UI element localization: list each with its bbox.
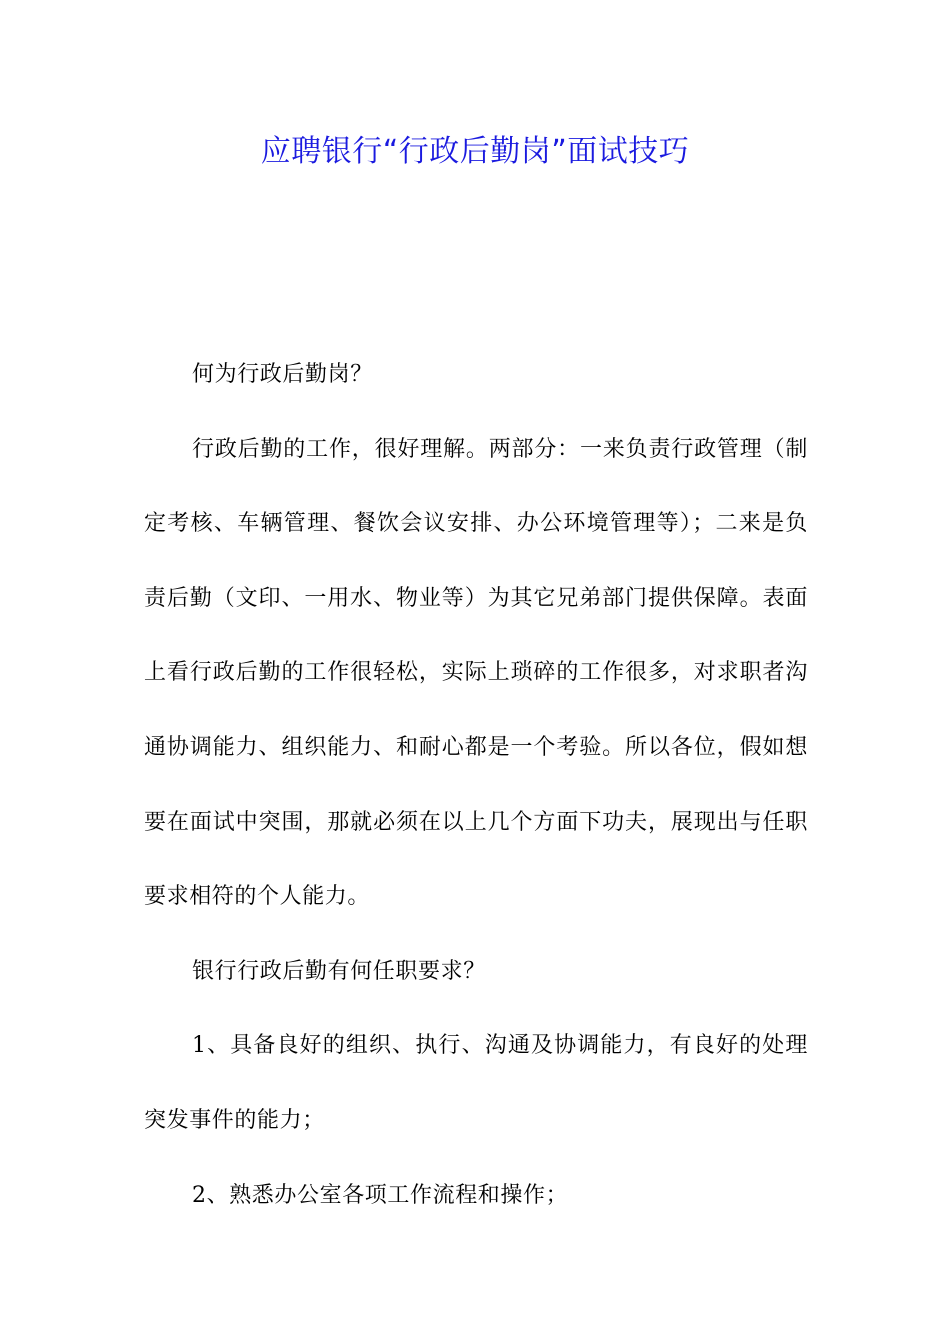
- document-body: [144, 338, 808, 1233]
- paragraph-requirement-1: 1、具备良好的组织、执行、沟通及协调能力，有良好的处理突发事件的能力；: [144, 1033, 808, 1133]
- paragraph-question-what-is: 何为行政后勤岗？: [192, 362, 373, 387]
- document-title: 应聘银行“行政后勤岗”面试技巧: [260, 134, 690, 169]
- paragraph-requirement-2: 2、熟悉办公室各项工作流程和操作；: [192, 1182, 569, 1208]
- paragraph-job-description: 行政后勤的工作，很好理解。两部分：一来负责行政管理（制定考核、车辆管理、餐饮会议安排、办公环境管理等）；二来是负责后勤（文印、一用水、物业等）为其它兄弟部门提供保障。表面上看行政后勤的工作很轻松，实际上琐碎的工作很多，对求职者沟通协调能力、组织能力、和耐心都是一个考验。所以各位，假如想要在面试中突围，那就必须在以上几个方面下功夫，展现出与任职要求相符的个人能力。: [144, 436, 808, 910]
- paragraph-question-requirements: 银行行政后勤有何任职要求？: [192, 958, 486, 984]
